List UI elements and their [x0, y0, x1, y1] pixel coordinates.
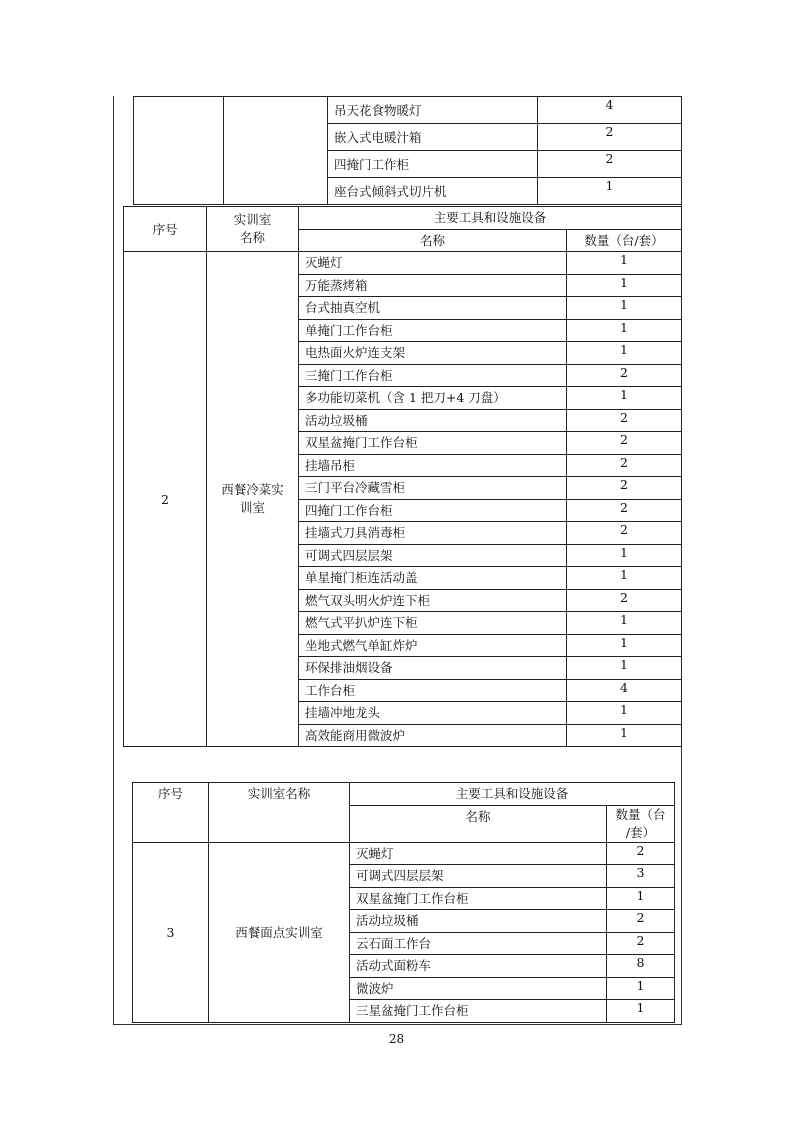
- equipment-table-2: [123, 206, 682, 747]
- item-name: 座台式倾斜式切片机: [328, 178, 538, 205]
- item-qty: 1: [567, 319, 682, 342]
- item-qty: 1: [567, 274, 682, 297]
- header-name: 名称: [350, 805, 607, 842]
- item-name: 单掩门工作台柜: [299, 319, 567, 342]
- item-qty: 2: [567, 477, 682, 500]
- equipment-table-3: [132, 782, 675, 1023]
- item-name: 高效能商用微波炉: [299, 724, 567, 747]
- item-name: 万能蒸烤箱: [299, 274, 567, 297]
- table-row: [133, 842, 675, 865]
- item-qty: 1: [567, 657, 682, 680]
- item-name: 活动垃圾桶: [299, 409, 567, 432]
- item-qty: 2: [567, 589, 682, 612]
- item-name: 挂墙式刀具消毒柜: [299, 522, 567, 545]
- item-name: 微波炉: [350, 977, 607, 1000]
- item-qty: 1: [567, 702, 682, 725]
- continuation-table: [133, 96, 682, 205]
- item-name: 台式抽真空机: [299, 297, 567, 320]
- header-qty-line2: /套）: [625, 824, 656, 840]
- item-qty: 1: [567, 297, 682, 320]
- item-name: 燃气双头明火炉连下柜: [299, 589, 567, 612]
- header-room: [207, 207, 299, 252]
- item-qty: 2: [538, 151, 682, 178]
- header-no: 序号: [124, 207, 207, 252]
- item-qty: 2: [567, 364, 682, 387]
- item-name: 挂墙吊柜: [299, 454, 567, 477]
- item-qty: 4: [538, 97, 682, 124]
- item-qty: 8: [607, 955, 675, 978]
- item-name: 四掩门工作柜: [328, 151, 538, 178]
- item-name: 环保排油烟设备: [299, 657, 567, 680]
- item-name: 活动垃圾桶: [350, 910, 607, 933]
- item-name: 工作台柜: [299, 679, 567, 702]
- item-qty: 2: [567, 499, 682, 522]
- item-name: 三掩门工作台柜: [299, 364, 567, 387]
- header-name: 名称: [299, 229, 567, 252]
- item-name: 三门平台冷藏雪柜: [299, 477, 567, 500]
- item-qty: 1: [607, 977, 675, 1000]
- row-no: 3: [133, 842, 209, 1022]
- item-name: 灭蝇灯: [350, 842, 607, 865]
- item-name: 坐地式燃气单缸炸炉: [299, 634, 567, 657]
- item-qty: 1: [607, 887, 675, 910]
- item-qty: 4: [567, 679, 682, 702]
- item-name: 可调式四层层架: [350, 865, 607, 888]
- item-qty: 1: [567, 634, 682, 657]
- item-qty: 1: [607, 1000, 675, 1023]
- item-qty: 2: [538, 124, 682, 151]
- item-qty: 1: [567, 342, 682, 365]
- item-qty: 2: [567, 454, 682, 477]
- item-name: 单星掩门柜连活动盖: [299, 567, 567, 590]
- item-qty: 2: [567, 432, 682, 455]
- table-row: [134, 97, 682, 124]
- room-name: [207, 252, 299, 747]
- header-qty: [607, 805, 675, 842]
- header-group: 主要工具和设施设备: [350, 783, 675, 806]
- header-qty: 数量（台/套）: [567, 229, 682, 252]
- row-no: 2: [124, 252, 207, 747]
- item-name: 灭蝇灯: [299, 252, 567, 275]
- item-name: 可调式四层层架: [299, 544, 567, 567]
- no-cell: [134, 97, 224, 205]
- room-name-line2: 训室: [239, 500, 265, 515]
- item-name: 双星盆掩门工作台柜: [299, 432, 567, 455]
- item-qty: 2: [607, 932, 675, 955]
- table-row: [124, 252, 682, 275]
- header-qty-line1: 数量（台: [615, 806, 666, 822]
- item-qty: 2: [567, 522, 682, 545]
- item-qty: 1: [567, 387, 682, 410]
- header-group: 主要工具和设施设备: [299, 207, 682, 230]
- item-qty: 3: [607, 865, 675, 888]
- item-name: 四掩门工作台柜: [299, 499, 567, 522]
- item-name: 双星盆掩门工作台柜: [350, 887, 607, 910]
- room-name-line1: 西餐冷菜实: [221, 482, 284, 497]
- item-qty: 1: [567, 724, 682, 747]
- item-name: 三星盆掩门工作台柜: [350, 1000, 607, 1023]
- item-name: 吊天花食物暖灯: [328, 97, 538, 124]
- item-name: 活动式面粉车: [350, 955, 607, 978]
- item-qty: 1: [567, 612, 682, 635]
- room-cell: [224, 97, 328, 205]
- item-qty: 1: [567, 567, 682, 590]
- item-name: 嵌入式电暖汁箱: [328, 124, 538, 151]
- item-name: 燃气式平扒炉连下柜: [299, 612, 567, 635]
- page-number: 28: [388, 1032, 405, 1046]
- item-qty: 1: [567, 544, 682, 567]
- room-name: 西餐面点实训室: [209, 842, 350, 1022]
- item-qty: 2: [567, 409, 682, 432]
- item-name: 挂墙冲地龙头: [299, 702, 567, 725]
- item-name: 多功能切菜机（含 1 把刀+4 刀盘）: [299, 387, 567, 410]
- header-no: 序号: [133, 783, 209, 843]
- item-qty: 1: [567, 252, 682, 275]
- item-qty: 1: [538, 178, 682, 205]
- header-room-line1: 实训室: [233, 212, 272, 227]
- item-name: 电热面火炉连支架: [299, 342, 567, 365]
- item-qty: 2: [607, 910, 675, 933]
- item-qty: 2: [607, 842, 675, 865]
- header-room-line2: 名称: [239, 230, 265, 245]
- header-room: 实训室名称: [209, 783, 350, 843]
- item-name: 云石面工作台: [350, 932, 607, 955]
